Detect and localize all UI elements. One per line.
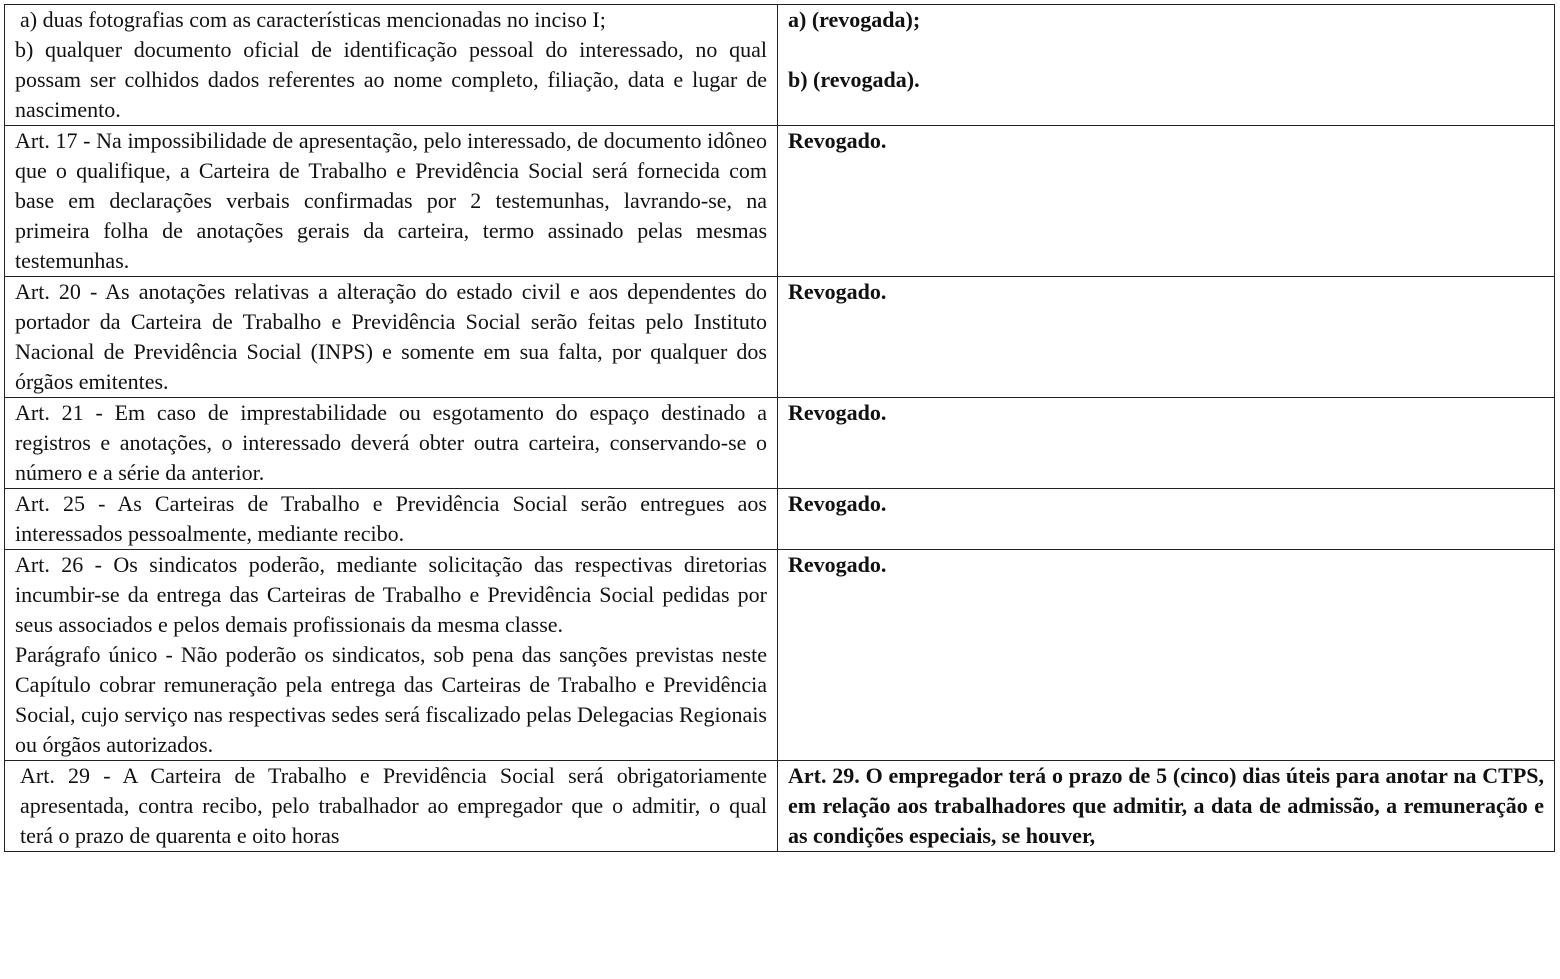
table-row — [5, 398, 1555, 489]
revision-text: Art. 29. O empregador terá o prazo de 5 (cinco) dias úteis para anotar na CTPS, em relação aos trabalhadores que admitir, a data de admissão, a remuneração e as condições especiais, se houver, — [788, 763, 1544, 848]
article-text: Art. 25 - As Carteiras de Trabalho e Previdência Social serão entregues aos interessados pessoalmente, mediante recibo. — [15, 491, 767, 546]
article-text: Art. 20 - As anotações relativas a alteração do estado civil e aos dependentes do portador da Carteira de Trabalho e Previdência Social serão feitas pelo Instituto Nacional de Previdência Social (INPS) e somente em sua falta, por qualquer dos órgãos emitentes. — [15, 279, 767, 394]
revised-text-cell — [778, 277, 1555, 398]
revised-text-cell — [778, 126, 1555, 277]
table-row — [5, 5, 1555, 126]
revision-text: Revogado. — [788, 128, 887, 153]
revision-text: b) (revogada). — [788, 67, 920, 92]
original-text-cell — [5, 489, 778, 550]
table-row — [5, 550, 1555, 761]
original-text-cell — [5, 550, 778, 761]
revised-text-cell — [778, 489, 1555, 550]
original-text-cell — [5, 126, 778, 277]
revision-text: Revogado. — [788, 279, 887, 304]
revised-text-cell — [778, 5, 1555, 126]
clause-text: b) qualquer documento oficial de identificação pessoal do interessado, no qual possam ser colhidos dados referentes ao nome completo, filiação, data e lugar de nascimento. — [15, 37, 767, 122]
clause-text: a) duas fotografias com as características mencionadas no inciso I; — [20, 7, 606, 32]
article-text: Art. 21 - Em caso de imprestabilidade ou esgotamento do espaço destinado a registros e anotações, o interessado deverá obter outra carteira, conservando-se o número e a série da anterior. — [15, 400, 767, 485]
original-text-cell — [5, 761, 778, 852]
table-row — [5, 126, 1555, 277]
comparison-table — [4, 4, 1555, 852]
spacer — [788, 35, 1544, 65]
revision-text: Revogado. — [788, 552, 887, 577]
table-row — [5, 277, 1555, 398]
article-text: Art. 29 - A Carteira de Trabalho e Previdência Social será obrigatoriamente apresentada, contra recibo, pelo trabalhador ao empregador que o admitir, o qual terá o prazo de quarenta e oito horas — [20, 763, 767, 848]
paragraph-text: Parágrafo único - Não poderão os sindicatos, sob pena das sanções previstas neste Capítulo cobrar remuneração pela entrega das Carteiras de Trabalho e Previdência Social, cujo serviço nas respectivas sedes será fiscalizado pelas Delegacias Regionais ou órgãos autorizados. — [15, 642, 767, 757]
revised-text-cell — [778, 398, 1555, 489]
revised-text-cell — [778, 761, 1555, 852]
revised-text-cell — [778, 550, 1555, 761]
revision-text: Revogado. — [788, 400, 887, 425]
article-text: Art. 17 - Na impossibilidade de apresentação, pelo interessado, de documento idôneo que o qualifique, a Carteira de Trabalho e Previdência Social será fornecida com base em declarações verbais confirmadas por 2 testemunhas, lavrando-se, na primeira folha de anotações gerais da carteira, termo assinado pelas mesmas testemunhas. — [15, 128, 767, 273]
original-text-cell — [5, 5, 778, 126]
table-row — [5, 761, 1555, 852]
article-text: Art. 26 - Os sindicatos poderão, mediante solicitação das respectivas diretorias incumbir-se da entrega das Carteiras de Trabalho e Previdência Social pedidas por seus associados e pelos demais profissionais da mesma classe. — [15, 552, 767, 637]
original-text-cell — [5, 277, 778, 398]
table-row — [5, 489, 1555, 550]
revision-text: Revogado. — [788, 491, 887, 516]
revision-text: a) (revogada); — [788, 7, 921, 32]
original-text-cell — [5, 398, 778, 489]
